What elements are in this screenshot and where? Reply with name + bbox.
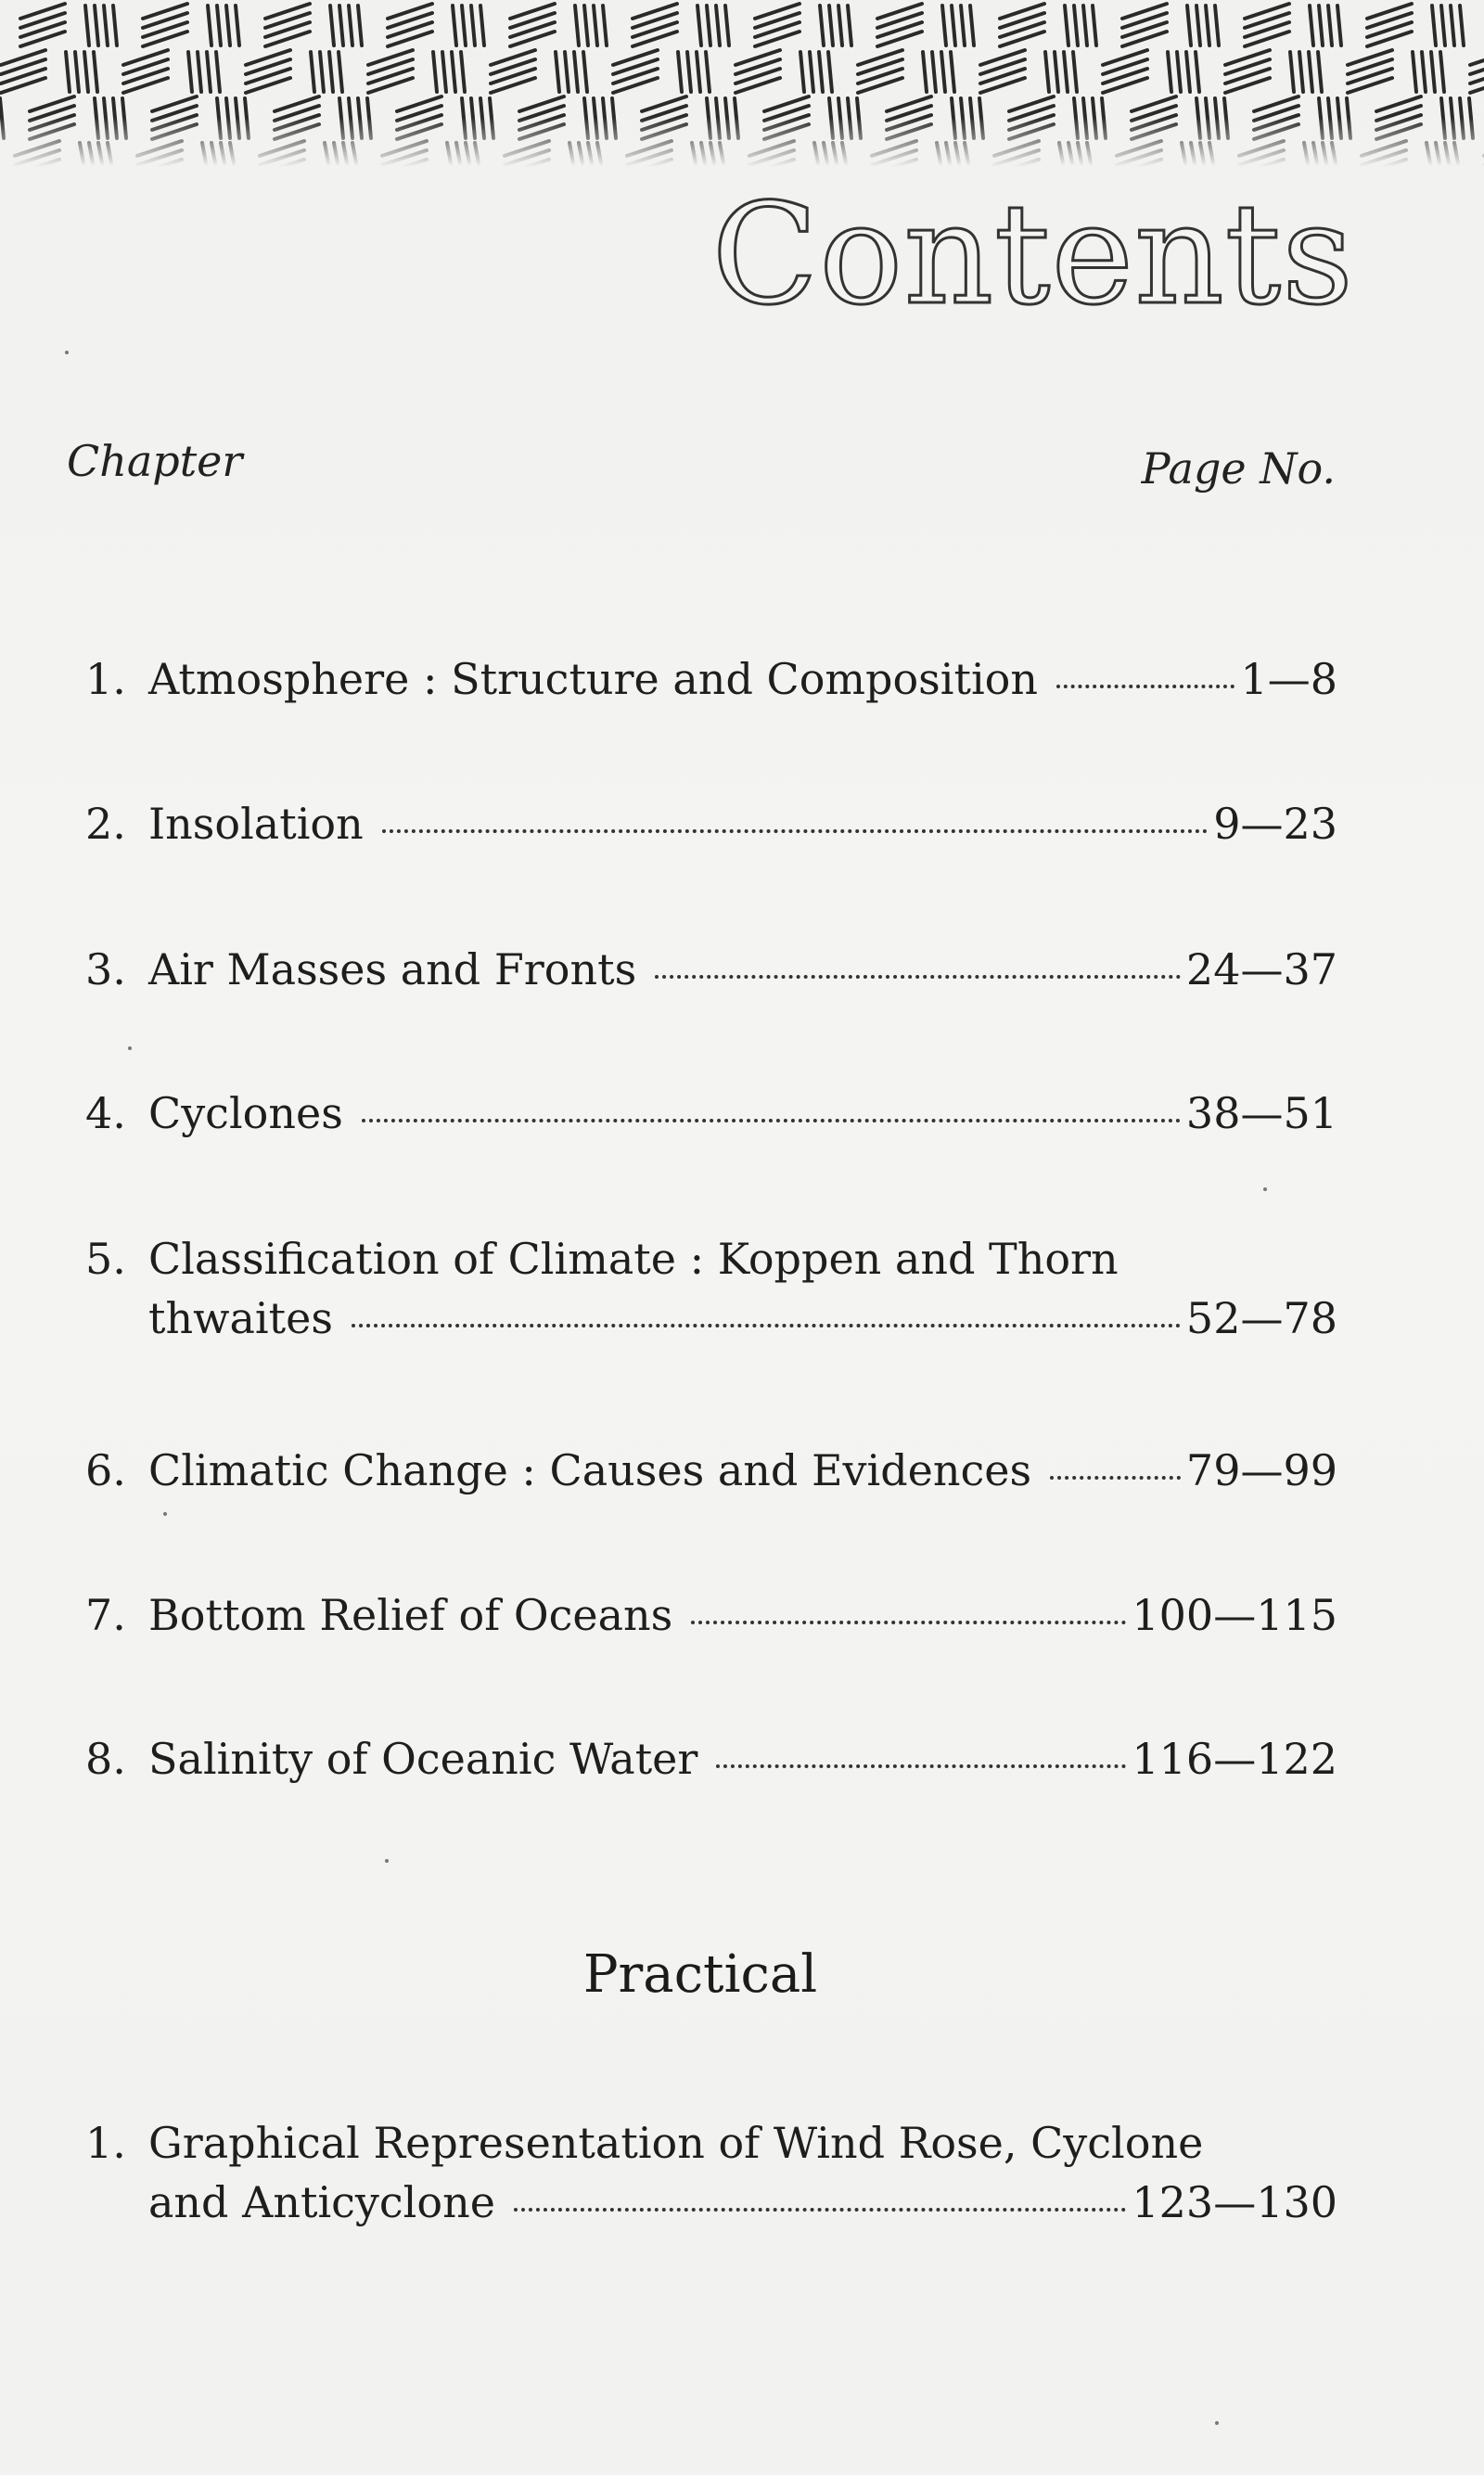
leader-dots [362,1119,1181,1122]
entry-pages: 9—23 [1213,799,1337,849]
entry-title: Atmosphere : Structure and Composition [148,654,1038,704]
toc-entry-3[interactable] [85,940,1337,999]
entry-number: 8. [85,1734,126,1784]
entry-number: 7. [85,1590,126,1640]
entry-number: 5. [85,1234,126,1284]
leader-dots [655,975,1181,979]
toc-entry-4[interactable] [85,1084,1337,1143]
entry-pages: 116—122 [1132,1734,1337,1784]
scan-speck [1215,2421,1219,2425]
scan-speck [163,1512,167,1516]
decorative-header-pattern [0,0,1484,167]
leader-dots [1056,685,1235,688]
entry-title-line-2: and Anticyclone [148,2177,495,2227]
entry-title: Salinity of Oceanic Water [148,1734,698,1784]
scan-speck [385,1859,389,1863]
entry-pages: 1—8 [1240,654,1337,704]
toc-entry-5[interactable] [85,1229,1337,1348]
entry-title: Air Masses and Fronts [148,944,637,994]
entry-pages: 24—37 [1185,944,1337,994]
entry-number: 2. [85,799,126,849]
entry-title-line-1: Graphical Representation of Wind Rose, Cyclone [148,2118,1204,2168]
scan-speck [65,351,69,354]
entry-number: 4. [85,1088,126,1138]
entry-number: 1. [85,654,126,704]
leader-dots [716,1764,1126,1768]
entry-title-line-1: Classification of Climate : Koppen and Thorn [148,1234,1119,1284]
toc-entry-1[interactable] [85,649,1337,709]
entry-number: 3. [85,944,126,994]
entry-pages: 100—115 [1132,1590,1337,1640]
chapter-column-header: Chapter [67,436,243,486]
entry-title: Climatic Change : Causes and Evidences [148,1445,1032,1495]
entry-title-line-2: thwaites [148,1293,333,1343]
entry-pages: 38—51 [1185,1088,1337,1138]
entry-title: Cyclones [148,1088,343,1138]
page-number-column-header: Page No. [1141,443,1336,494]
page-title: Contents [711,174,1354,336]
entry-pages: 79—99 [1185,1445,1337,1495]
practical-section-title: Practical [582,1944,818,2005]
entry-pages: 52—78 [1185,1293,1337,1343]
leader-dots [1050,1476,1181,1480]
toc-entry-8[interactable] [85,1729,1337,1789]
scan-speck [128,1046,132,1050]
toc-entry-6[interactable] [85,1441,1337,1500]
toc-entry-7[interactable] [85,1585,1337,1645]
practical-entry-1[interactable] [85,2113,1337,2232]
leader-dots [691,1621,1126,1624]
leader-dots [382,829,1208,833]
entry-pages: 123—130 [1132,2177,1337,2227]
leader-dots [514,2208,1126,2212]
entry-title: Bottom Relief of Oceans [148,1590,673,1640]
entry-number: 1. [85,2118,126,2168]
entry-title: Insolation [148,799,364,849]
scan-speck [1263,1187,1267,1191]
toc-entry-2[interactable] [85,794,1337,853]
entry-number: 6. [85,1445,126,1495]
leader-dots [352,1324,1181,1327]
